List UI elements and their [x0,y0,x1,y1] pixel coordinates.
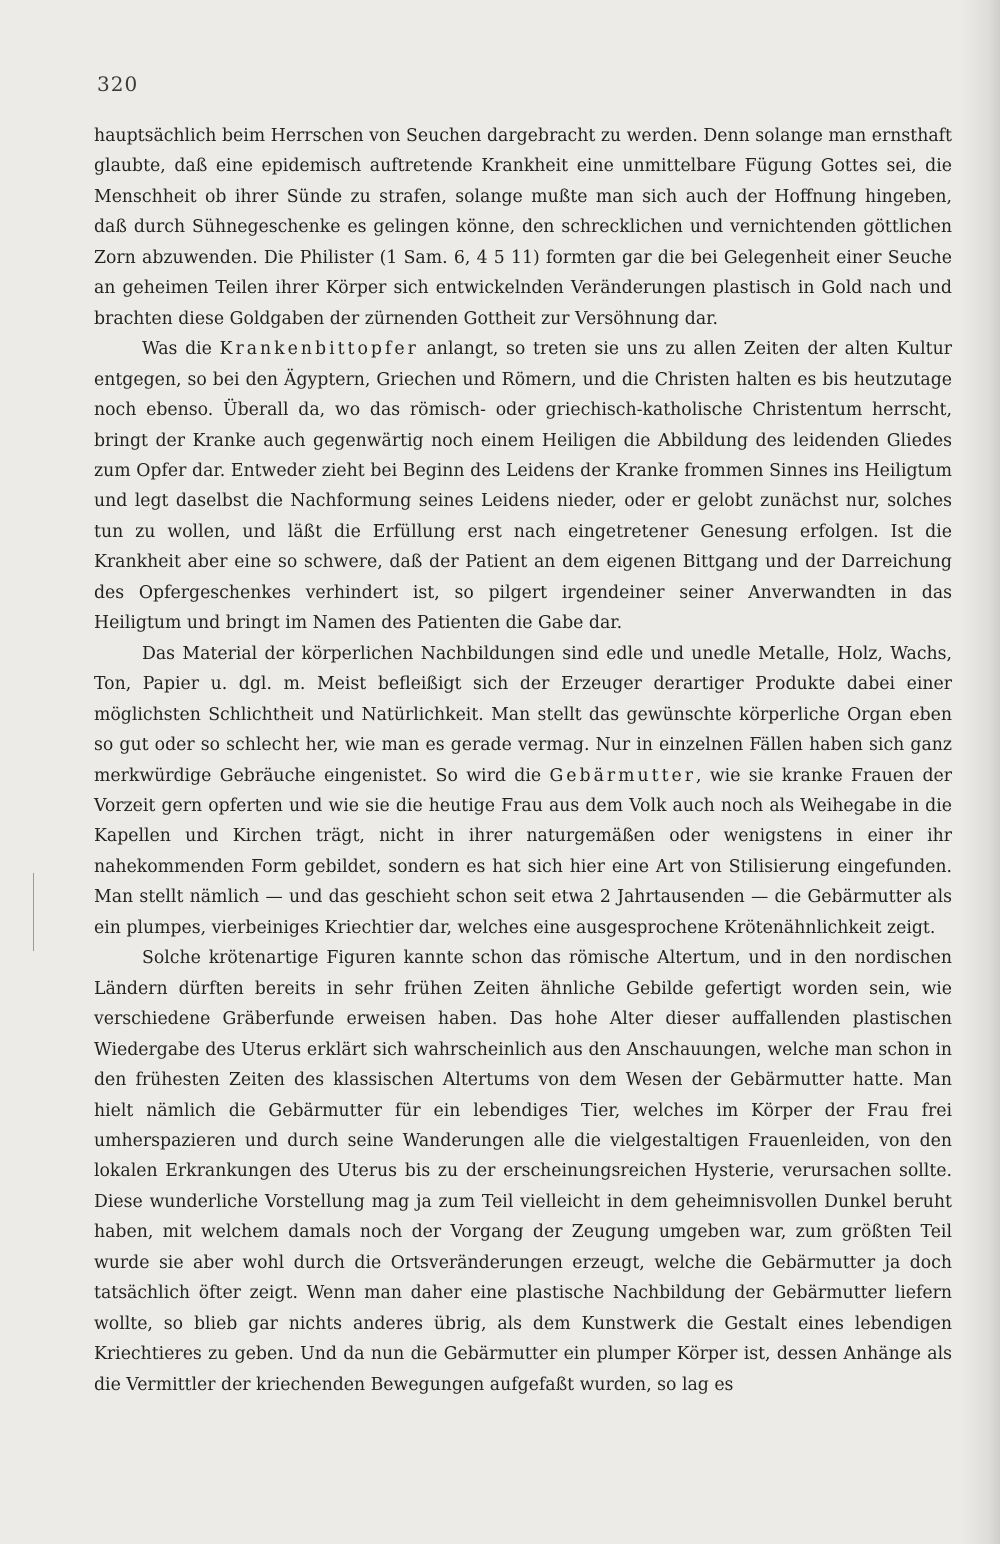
paragraph-4 [94,943,952,1400]
page-edge-shadow [960,0,1000,1544]
text-run: Das Material der körperlichen Nachbildungen sind edle und unedle Metalle, Holz, Wachs, Ton, Papier u. dgl. m. Meist befleißigt sich der Erzeuger derartiger Produkte dabei einer möglichsten Schlichtheit und Natürlichkeit. Man stellt das gewünschte körperliche Organ eben so gut oder so schlecht her, wie man es gerade vermag. Nur in einzelnen Fällen haben sich ganz merkwürdige Gebräuche eingenistet. So wird die [94,643,952,786]
paragraph-1 [94,121,952,334]
text-run: Solche krötenartige Figuren kannte schon das römische Altertum, und in den nordischen Ländern dürften bereits in sehr frühen Zeiten ähnliche Gebilde gefertigt worden sein, wie verschiedene Gräberfunde erweisen haben. Das hohe Alter dieser auffallenden plastischen Wiedergabe des Uterus erklärt sich wahrscheinlich aus den Anschauungen, welche man schon in den frühesten Zeiten des klassischen Altertums von dem Wesen der Gebärmutter hatte. Man hielt nämlich die Gebärmutter für ein lebendiges Tier, welches im Körper der Frau frei umherspazieren und durch seine Wanderungen alle die vielgestaltigen Frauenleiden, von den lokalen Erkrankungen des Uterus bis zu der erscheinungsreichen Hysterie, verursachen sollte. Diese wunderliche Vorstellung mag ja zum Teil vielleicht in dem geheimnisvollen Dunkel beruht haben, mit welchem damals noch der Vorgang der Zeugung umgeben war, zum größten Teil wurde sie aber wohl durch die Ortsveränderungen erzeugt, welche die Gebärmutter ja doch tatsächlich öfter zeigt. Wenn man daher eine plastische Nachbildung der Gebärmutter liefern wollte, so blieb gar nichts anderes übrig, als dem Kunstwerk die Gestalt eines lebendigen Kriechtieres zu geben. Und da nun die Gebärmutter ein plumper Körper ist, dessen Anhänge als die Vermittler der kriechenden Bewegungen aufgefaßt wurden, so lag es [94,948,952,1395]
emphasized-term: Gebärmutter [549,765,697,786]
margin-mark [33,873,34,951]
text-run: hauptsächlich beim Herrschen von Seuchen dargebracht zu werden. Denn solange man ernsthaft glaubte, daß eine epidemisch auftretende Krankheit eine unmittelbare Fügung Gottes sei, die Menschheit ob ihrer Sünde zu strafen, solange mußte man sich auch der Hoffnung hingeben, daß durch Sühnegeschenke es gelingen könne, den schrecklichen und vernichtenden göttlichen Zorn abzuwenden. Die Philister (1 Sam. 6, 4 5 11) formten gar die bei Gelegenheit einer Seuche an geheimen Teilen ihrer Körper sich entwickelnden Veränderungen plastisch in Gold nach und brachten diese Goldgaben der zürnenden Gottheit zur Versöhnung dar. [94,126,952,329]
text-run: , wie sie kranke Frauen der Vorzeit gern opferten und wie sie die heutige Frau aus dem Volk auch noch als Weihegabe in die Kapellen und Kirchen trägt, nicht in ihrer naturgemäßen oder wenigstens in einer ihr nahekommenden Form gebildet, sondern es hat sich hier eine Art von Stilisierung eingefunden. Man stellt nämlich — und das geschieht schon seit etwa 2 Jahrtausenden — die Gebärmutter als ein plumpes, vierbeiniges Kriechtier dar, welches eine ausgesprochene Krötenähnlichkeit zeigt. [94,765,952,938]
emphasized-term: Krankenbittopfer [219,339,419,360]
text-run: anlangt, so treten sie uns zu allen Zeiten der alten Kultur entgegen, so bei den Ägyptern, Griechen und Römern, und die Christen halten es bis heutzutage noch ebenso. Überall da, wo das römisch- oder griechisch-katholische Christentum herrscht, bringt der Kranke auch gegenwärtig noch einem Heiligen die Abbildung des leidenden Gliedes zum Opfer dar. Entweder zieht bei Beginn des Leidens der Kranke frommen Sinnes ins Heiligtum und legt daselbst die Nachformung seines Leidens nieder, oder er gelobt zunächst nur, solches tun zu wollen, und läßt die Erfüllung erst nach eingetretener Genesung erfolgen. Ist die Krankheit aber eine so schwere, daß der Patient an dem eigenen Bittgang und der Darreichung des Opfergeschenkes verhindert ist, so pilgert irgendeiner seiner Anverwandten in das Heiligtum und bringt im Namen des Patienten die Gabe dar. [94,339,952,634]
page-number: 320 [97,72,139,96]
text-run: Was die [142,339,220,360]
paragraph-3 [94,639,952,944]
paragraph-2 [94,334,952,639]
body-text [94,121,952,1400]
